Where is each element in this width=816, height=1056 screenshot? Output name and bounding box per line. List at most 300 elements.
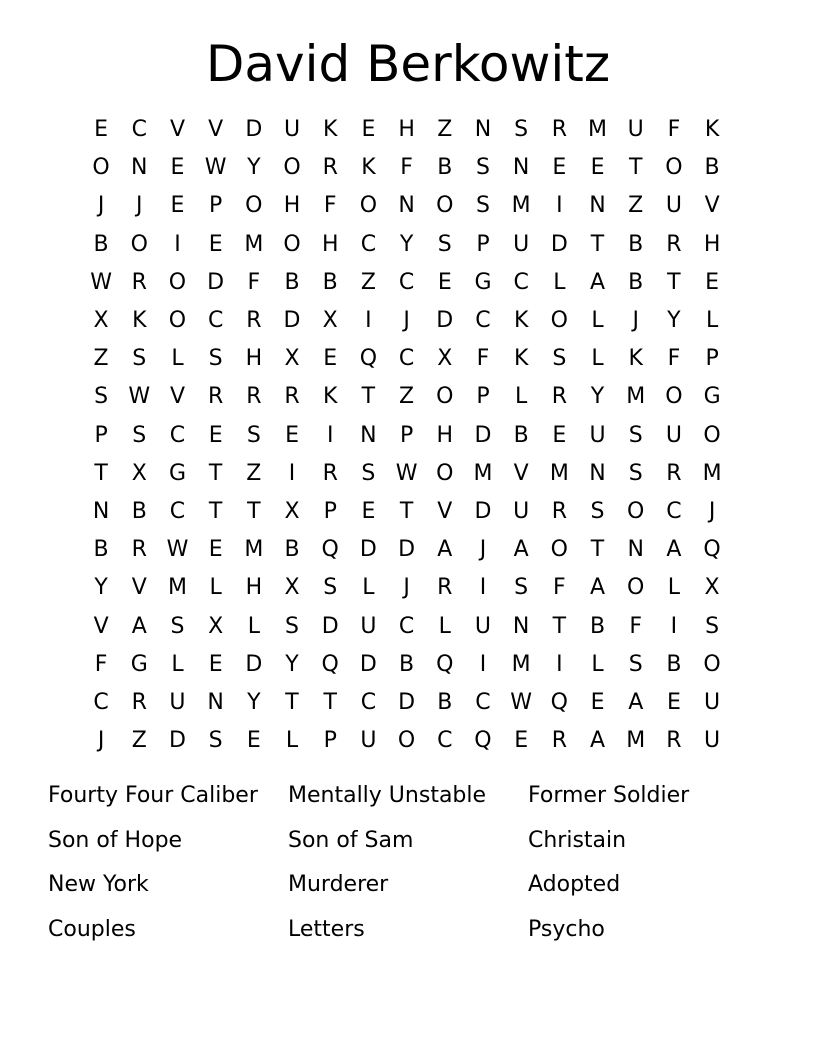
grid-letter: E	[94, 117, 109, 143]
grid-letter: S	[132, 346, 147, 372]
grid-letter: Y	[94, 575, 108, 601]
grid-letter: E	[285, 422, 299, 448]
word-list-item: Son of Sam	[288, 827, 414, 853]
grid-letter: E	[437, 269, 452, 295]
grid-letter: B	[399, 651, 415, 677]
grid-letter: B	[666, 651, 682, 677]
grid-letter: B	[93, 231, 109, 257]
grid-letter: O	[359, 193, 378, 219]
grid-letter: W	[395, 460, 418, 486]
letter-grid	[82, 111, 732, 760]
grid-letter: E	[705, 269, 720, 295]
grid-letter: Z	[437, 117, 453, 143]
grid-letter: T	[590, 231, 605, 257]
grid-letter: R	[666, 728, 682, 754]
grid-letter: V	[131, 575, 147, 601]
grid-letter: T	[399, 498, 414, 524]
grid-letter: E	[552, 155, 567, 181]
grid-letter: B	[628, 269, 644, 295]
grid-letter: R	[551, 117, 567, 143]
grid-letter: A	[513, 537, 529, 563]
grid-letter: M	[626, 728, 646, 754]
grid-letter: I	[670, 613, 678, 639]
grid-letter: B	[437, 155, 453, 181]
grid-letter: D	[168, 728, 186, 754]
grid-letter: T	[628, 155, 643, 181]
grid-letter: B	[589, 613, 606, 639]
grid-letter: R	[284, 384, 300, 410]
grid-letter: E	[361, 117, 376, 143]
grid-letter: B	[284, 269, 300, 295]
grid-letter: U	[665, 193, 682, 219]
grid-letter: K	[132, 308, 147, 334]
word-list-item: Former Soldier	[528, 783, 690, 808]
grid-letter: N	[589, 460, 606, 486]
grid-letter: G	[474, 269, 492, 295]
grid-letter: S	[628, 651, 643, 677]
grid-letter: Q	[321, 651, 339, 677]
grid-letter: E	[170, 193, 185, 219]
grid-letter: Y	[247, 155, 261, 181]
grid-letter: I	[174, 231, 181, 257]
grid-letter: J	[632, 308, 639, 334]
grid-letter: L	[362, 575, 375, 601]
grid-letter: T	[208, 498, 223, 524]
grid-letter: G	[703, 384, 721, 410]
grid-letter: M	[511, 651, 531, 677]
grid-letter: U	[704, 689, 721, 715]
grid-letter: S	[94, 384, 109, 410]
grid-letter: U	[513, 231, 530, 257]
grid-letter: F	[553, 575, 566, 601]
grid-letter: T	[285, 689, 299, 715]
grid-letter: O	[168, 308, 187, 334]
grid-letter: S	[323, 575, 338, 601]
grid-letter: T	[361, 384, 376, 410]
grid-letter: Q	[321, 537, 339, 563]
grid-letter: L	[438, 613, 451, 639]
grid-letter: Z	[360, 269, 376, 295]
grid-letter: M	[702, 460, 722, 486]
grid-letter: C	[398, 613, 415, 639]
grid-letter: E	[552, 422, 567, 448]
grid-letter: P	[476, 384, 490, 410]
grid-letter: Q	[474, 728, 492, 754]
grid-letter: E	[361, 498, 376, 524]
grid-letter: T	[667, 269, 681, 295]
grid-letter: B	[284, 537, 300, 563]
grid-letter: Q	[550, 689, 568, 715]
grid-letter: Y	[590, 384, 605, 410]
grid-letter: W	[128, 384, 151, 410]
grid-letter: R	[551, 728, 567, 754]
grid-letter: O	[627, 575, 645, 601]
grid-letter: J	[136, 193, 143, 219]
grid-letter: R	[666, 460, 682, 486]
grid-letter: P	[323, 498, 337, 524]
grid-letter: T	[552, 613, 567, 639]
grid-letter: L	[515, 384, 528, 410]
grid-letter: F	[476, 346, 490, 372]
grid-letter: V	[169, 117, 185, 143]
grid-letter: L	[591, 651, 604, 677]
grid-letter: E	[246, 728, 261, 754]
grid-letter: C	[360, 231, 377, 257]
grid-letter: L	[591, 346, 604, 372]
grid-letter: S	[208, 346, 223, 372]
grid-letter: N	[92, 498, 110, 524]
grid-letter: D	[245, 651, 263, 677]
grid-letter: S	[705, 613, 720, 639]
grid-letter: D	[207, 269, 225, 295]
grid-letter: R	[322, 155, 338, 181]
grid-letter: I	[479, 651, 487, 677]
grid-letter: W	[90, 269, 112, 295]
grid-letter: J	[97, 193, 105, 219]
grid-letter: S	[475, 193, 490, 219]
page-title: David Berkowitz	[205, 35, 611, 93]
grid-letter: K	[704, 117, 720, 143]
grid-letter: C	[475, 308, 491, 334]
grid-letter: F	[400, 155, 413, 181]
grid-letter: G	[168, 460, 186, 486]
grid-letter: R	[246, 308, 262, 334]
grid-letter: F	[94, 651, 108, 677]
grid-letter: C	[169, 498, 186, 524]
grid-letter: E	[666, 689, 681, 715]
grid-letter: D	[436, 308, 454, 334]
grid-letter: S	[628, 460, 643, 486]
grid-letter: S	[285, 613, 300, 639]
grid-letter: M	[588, 117, 608, 143]
grid-letter: U	[360, 613, 377, 639]
word-list-item: Murderer	[288, 872, 389, 897]
grid-letter: T	[323, 689, 337, 715]
grid-letter: X	[284, 346, 300, 372]
grid-letter: V	[169, 384, 185, 410]
grid-letter: H	[703, 231, 721, 257]
grid-letter: U	[474, 613, 492, 639]
grid-letter: S	[132, 422, 147, 448]
grid-letter: S	[246, 422, 261, 448]
grid-letter: O	[436, 384, 454, 410]
grid-letter: M	[244, 231, 264, 257]
grid-letter: R	[246, 384, 262, 410]
grid-letter: H	[321, 231, 339, 257]
grid-letter: R	[551, 384, 567, 410]
grid-letter: B	[513, 422, 529, 448]
grid-letter: S	[208, 728, 223, 754]
grid-letter: D	[474, 498, 492, 524]
grid-letter: K	[513, 346, 529, 372]
grid-letter: B	[322, 269, 338, 295]
grid-letter: A	[628, 689, 644, 715]
grid-letter: H	[436, 422, 454, 448]
grid-letter: R	[208, 384, 224, 410]
grid-letter: M	[549, 460, 569, 486]
grid-letter: D	[283, 308, 301, 334]
grid-letter: D	[245, 117, 263, 143]
grid-letter: V	[208, 117, 224, 143]
grid-letter: I	[288, 460, 296, 486]
grid-letter: W	[166, 537, 189, 563]
grid-letter: C	[513, 269, 529, 295]
grid-letter: D	[321, 613, 339, 639]
grid-letter: M	[511, 193, 531, 219]
grid-letter: O	[703, 651, 721, 677]
grid-letter: D	[398, 689, 416, 715]
grid-letter: S	[475, 155, 490, 181]
grid-letter: S	[170, 613, 185, 639]
grid-letter: L	[591, 308, 604, 334]
grid-letter: E	[590, 689, 605, 715]
grid-letter: Z	[628, 193, 644, 219]
grid-letter: Y	[285, 651, 299, 677]
grid-letter: K	[323, 384, 338, 410]
grid-letter: Z	[399, 384, 415, 410]
word-list-item: Couples	[48, 916, 136, 942]
grid-letter: W	[510, 689, 533, 715]
grid-letter: P	[323, 728, 337, 754]
grid-letter: X	[322, 308, 338, 334]
grid-letter: M	[626, 384, 646, 410]
grid-letter: X	[131, 460, 147, 486]
grid-letter: X	[93, 308, 109, 334]
grid-letter: B	[704, 155, 720, 181]
word-list-item: Son of Hope	[48, 827, 183, 853]
grid-letter: R	[131, 537, 147, 563]
grid-letter: U	[665, 422, 682, 448]
grid-letter: L	[171, 346, 184, 372]
grid-letter: J	[403, 575, 410, 601]
grid-letter: H	[245, 575, 263, 601]
grid-letter: K	[361, 155, 376, 181]
grid-letter: R	[437, 575, 453, 601]
grid-letter: I	[556, 651, 563, 677]
grid-letter: O	[92, 155, 110, 181]
grid-letter: Q	[359, 346, 378, 372]
grid-letter: Y	[399, 231, 414, 257]
grid-letter: O	[550, 308, 568, 334]
grid-letter: A	[666, 537, 682, 563]
grid-letter: B	[93, 537, 109, 563]
word-list	[48, 774, 768, 952]
grid-letter: C	[666, 498, 682, 524]
word-list-item: Mentally Unstable	[288, 783, 487, 808]
grid-letter: M	[244, 537, 264, 563]
grid-letter: X	[284, 575, 300, 601]
grid-letter: I	[365, 308, 372, 334]
grid-letter: U	[169, 689, 186, 715]
grid-letter: U	[360, 728, 377, 754]
grid-letter: I	[479, 575, 487, 601]
grid-letter: D	[359, 537, 377, 563]
grid-letter: R	[131, 689, 147, 715]
grid-letter: S	[628, 422, 643, 448]
grid-letter: Y	[667, 308, 681, 334]
grid-letter: L	[247, 613, 260, 639]
grid-letter: P	[209, 193, 223, 219]
grid-letter: B	[437, 689, 453, 715]
grid-letter: L	[285, 728, 299, 754]
grid-letter: O	[168, 269, 187, 295]
grid-letter: L	[171, 651, 184, 677]
grid-letter: P	[94, 422, 108, 448]
grid-letter: Q	[703, 537, 721, 563]
grid-letter: C	[131, 117, 147, 143]
grid-letter: S	[514, 117, 529, 143]
grid-letter: M	[167, 575, 187, 601]
grid-letter: C	[475, 689, 491, 715]
grid-letter: L	[667, 575, 681, 601]
grid-letter: V	[704, 193, 720, 219]
grid-letter: V	[437, 498, 453, 524]
grid-letter: L	[553, 269, 566, 295]
grid-letter: N	[207, 689, 224, 715]
grid-letter: J	[708, 498, 716, 524]
grid-letter: T	[208, 460, 223, 486]
grid-letter: R	[322, 460, 338, 486]
grid-letter: R	[131, 269, 147, 295]
grid-letter: A	[437, 537, 453, 563]
grid-letter: S	[437, 231, 452, 257]
grid-letter: X	[437, 346, 453, 372]
grid-letter: C	[360, 689, 377, 715]
grid-letter: S	[552, 346, 567, 372]
word-list-item: Christain	[528, 827, 627, 853]
grid-letter: E	[590, 155, 605, 181]
grid-letter: O	[130, 231, 148, 257]
grid-letter: O	[436, 193, 454, 219]
grid-letter: P	[476, 231, 490, 257]
grid-letter: I	[326, 422, 334, 448]
grid-letter: O	[665, 384, 683, 410]
grid-letter: N	[512, 613, 530, 639]
word-list-item: Adopted	[528, 872, 621, 897]
grid-letter: N	[627, 537, 644, 563]
grid-letter: X	[704, 575, 720, 601]
grid-letter: D	[550, 231, 568, 257]
grid-letter: X	[284, 498, 300, 524]
grid-letter: S	[590, 498, 605, 524]
grid-letter: O	[627, 498, 645, 524]
grid-letter: S	[514, 575, 529, 601]
grid-letter: D	[359, 651, 377, 677]
grid-letter: W	[204, 155, 227, 181]
grid-letter: J	[403, 308, 410, 334]
grid-letter: I	[556, 193, 563, 219]
grid-letter: H	[283, 193, 301, 219]
grid-letter: C	[93, 689, 109, 715]
grid-letter: B	[131, 498, 147, 524]
grid-letter: C	[437, 728, 453, 754]
grid-letter: N	[589, 193, 606, 219]
grid-letter: Y	[247, 689, 261, 715]
grid-letter: O	[397, 728, 416, 754]
grid-letter: A	[590, 575, 606, 601]
grid-letter: E	[208, 422, 223, 448]
grid-letter: F	[323, 193, 337, 219]
grid-letter: J	[97, 728, 105, 754]
grid-letter: P	[399, 422, 414, 448]
grid-letter: P	[705, 346, 719, 372]
grid-letter: D	[398, 537, 416, 563]
grid-letter: Z	[131, 728, 147, 754]
grid-letter: A	[590, 269, 606, 295]
grid-letter: T	[94, 460, 108, 486]
grid-letter: Z	[93, 346, 109, 372]
grid-letter: T	[590, 537, 605, 563]
grid-letter: F	[629, 613, 643, 639]
grid-letter: E	[208, 231, 223, 257]
grid-letter: C	[398, 346, 415, 372]
grid-letter: E	[208, 537, 223, 563]
grid-letter: O	[283, 231, 301, 257]
word-list-item: Fourty Four Caliber	[48, 783, 258, 808]
grid-letter: R	[551, 498, 567, 524]
grid-letter: U	[589, 422, 606, 448]
grid-letter: U	[283, 117, 301, 143]
grid-letter: L	[209, 575, 222, 601]
grid-letter: K	[628, 346, 643, 372]
grid-letter: K	[513, 308, 529, 334]
grid-letter: U	[704, 728, 721, 754]
grid-letter: N	[512, 155, 530, 181]
grid-letter: V	[93, 613, 109, 639]
grid-letter: X	[208, 613, 224, 639]
grid-letter: N	[360, 422, 377, 448]
grid-letter: O	[665, 155, 683, 181]
grid-letter: N	[131, 155, 148, 181]
grid-letter: T	[247, 498, 261, 524]
grid-letter: E	[170, 155, 185, 181]
grid-letter: N	[474, 117, 492, 143]
grid-letter: J	[479, 537, 487, 563]
grid-letter: O	[245, 193, 263, 219]
grid-letter: B	[628, 231, 644, 257]
grid-letter: L	[705, 308, 719, 334]
grid-letter: C	[398, 269, 415, 295]
grid-letter: F	[667, 346, 681, 372]
grid-letter: E	[208, 651, 223, 677]
grid-letter: Q	[436, 651, 454, 677]
grid-letter: V	[513, 460, 529, 486]
grid-letter: N	[398, 193, 415, 219]
grid-letter: Z	[246, 460, 262, 486]
word-list-item: Letters	[288, 916, 365, 942]
grid-letter: K	[323, 117, 338, 143]
grid-letter: H	[245, 346, 263, 372]
grid-letter: F	[667, 117, 681, 143]
grid-letter: A	[131, 613, 147, 639]
word-list-item: Psycho	[528, 916, 605, 942]
grid-letter: O	[436, 460, 454, 486]
grid-letter: F	[247, 269, 261, 295]
grid-letter: E	[514, 728, 529, 754]
grid-letter: C	[207, 308, 224, 334]
grid-letter: O	[703, 422, 721, 448]
grid-letter: A	[590, 728, 606, 754]
grid-letter: O	[550, 537, 568, 563]
grid-letter: U	[627, 117, 644, 143]
grid-letter: M	[473, 460, 493, 486]
grid-letter: C	[169, 422, 186, 448]
grid-letter: R	[666, 231, 682, 257]
grid-letter: E	[323, 346, 338, 372]
grid-letter: G	[130, 651, 148, 677]
grid-letter: S	[361, 460, 376, 486]
grid-letter: H	[398, 117, 415, 143]
